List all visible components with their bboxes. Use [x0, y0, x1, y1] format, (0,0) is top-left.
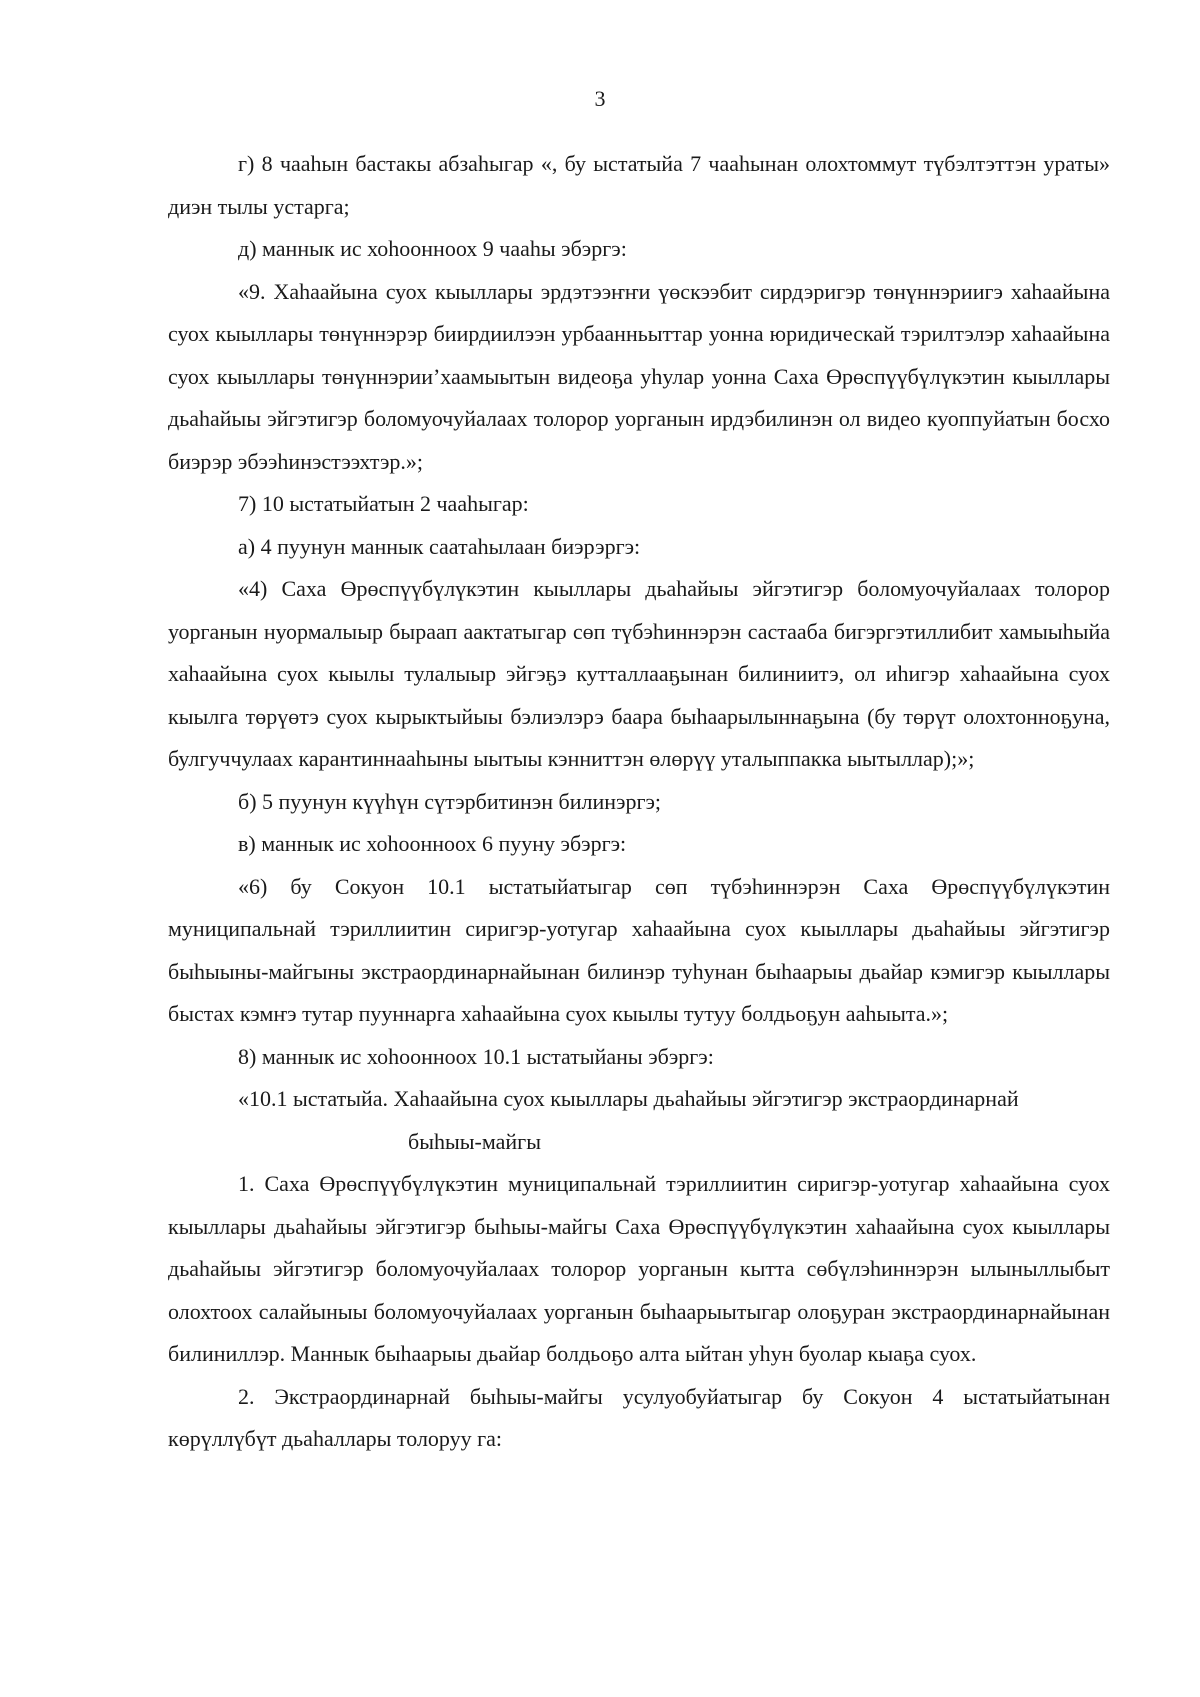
document-body: [168, 143, 1110, 1461]
paragraph: д) маннык ис хоһоонноох 9 чааһы эбэргэ:: [238, 236, 627, 261]
paragraph: 7) 10 ыстатыйатын 2 чааһыгар:: [238, 491, 529, 516]
article-title: [168, 1078, 1110, 1163]
paragraph: г) 8 чааһын бастакы абзаһыгар «, бу ыстатыйа 7 чааһынан олохтоммут түбэлтэттэн ураты» диэн тылы устарга;: [168, 151, 1110, 219]
article-title-line1: «10.1 ыстатыйа. Хаһаайына суох кыыллары дьаһайыы эйгэтигэр экстраординарнай: [238, 1086, 1019, 1111]
paragraph: 2. Экстраординарнай быһыы-майгы усулуобуйатыгар бу Сокуон 4 ыстатыйатынан көрүллүбүт дьаһаллары толоруу га:: [168, 1383, 1110, 1451]
paragraph: а) 4 пуунун маннык саатаһылаан биэрэргэ:: [238, 533, 641, 559]
article-title-line2: быһыы-майгы: [408, 1128, 541, 1154]
paragraph: «9. Хаһаайына суох кыыллары эрдэтээҥҥи үөскээбит сирдэригэр төнүннэриигэ хаһаайына суох кыыллары төнүннэрэр биирдиилээн урбаанньыттар уонна юридическай тэрилтэлэр хаһаайына суох кыыллары төнүннэрии’хаамыытын видеоҕа уһулар уонна Саха Өрөспүүбүлүкэтин кыыллары дьаһайыы эйгэтигэр боломуочуйалаах толорор уорганын ирдэбилинэн ол видео куоппуйатын босхо биэрэр эбээһинэстээхтэр.»;: [168, 278, 1110, 474]
page-number: 3: [594, 86, 606, 111]
paragraph: б) 5 пуунун күүһүн сүтэрбитинэн билинэргэ;: [238, 788, 662, 814]
paragraph: 8) маннык ис хоһоонноох 10.1 ыстатыйаны эбэргэ:: [238, 1043, 714, 1069]
paragraph: «4) Саха Өрөспүүбүлүкэтин кыыллары дьаһайыы эйгэтигэр боломуочуйалаах толорор уорганын нуормалыыр быраап аактатыгар сөп түбэһиннэрэн састааба бигэргэтиллибит хамыыһыйа хаһаайына суох кыылы тулалыыр эйгэҕэ кутталлааҕынан билиниитэ, ол иһигэр хаһаайына суох кыылга төрүөтэ суох кырыктыйыы бэлиэлэрэ баара быһаарылыннаҕына (бу төрүт олохтонноҕуна, булгуччулаах карантиннааһыны ыытыы кэнниттэн өлөрүү уталыппакка ыытыллар);»;: [168, 576, 1110, 771]
paragraph: 1. Саха Өрөспүүбүлүкэтин муниципальнай тэриллиитин сиригэр-уотугар хаһаайына суох кыыллары дьаһайыы эйгэтигэр быһыы-майгы Саха Өрөспүүбүлүкэтин хаһаайына суох кыыллары дьаһайыы эйгэтигэр боломуочуйалаах толорор уорганын кытта сөбүлэһиннэрэн ылыныллыбыт олохтоох салайыныы боломуочуйалаах уорганын быһаарыытыгар олоҕуран экстраординарнайынан билиниллэр. Маннык быһаарыы дьайар болдьоҕо алта ыйтан уһун буолар кыаҕа суох.: [168, 1171, 1110, 1366]
paragraph: в) маннык ис хоһоонноох 6 пууну эбэргэ:: [238, 831, 627, 856]
paragraph: «6) бу Сокуон 10.1 ыстатыйатыгар сөп түбэһиннэрэн Саха Өрөспүүбүлүкэтин муниципальнай тэриллиитин сиригэр-уотугар хаһаайына суох кыыллары дьаһайыы эйгэтигэр быһыыны-майгыны экстраординарнайынан билинэр туһунан быһаарыы дьайар кэмигэр кыыллары быстах кэмҥэ тутар пууннарга хаһаайына суох кыылы тутуу болдьоҕун ааһыыта.»;: [168, 873, 1110, 1026]
